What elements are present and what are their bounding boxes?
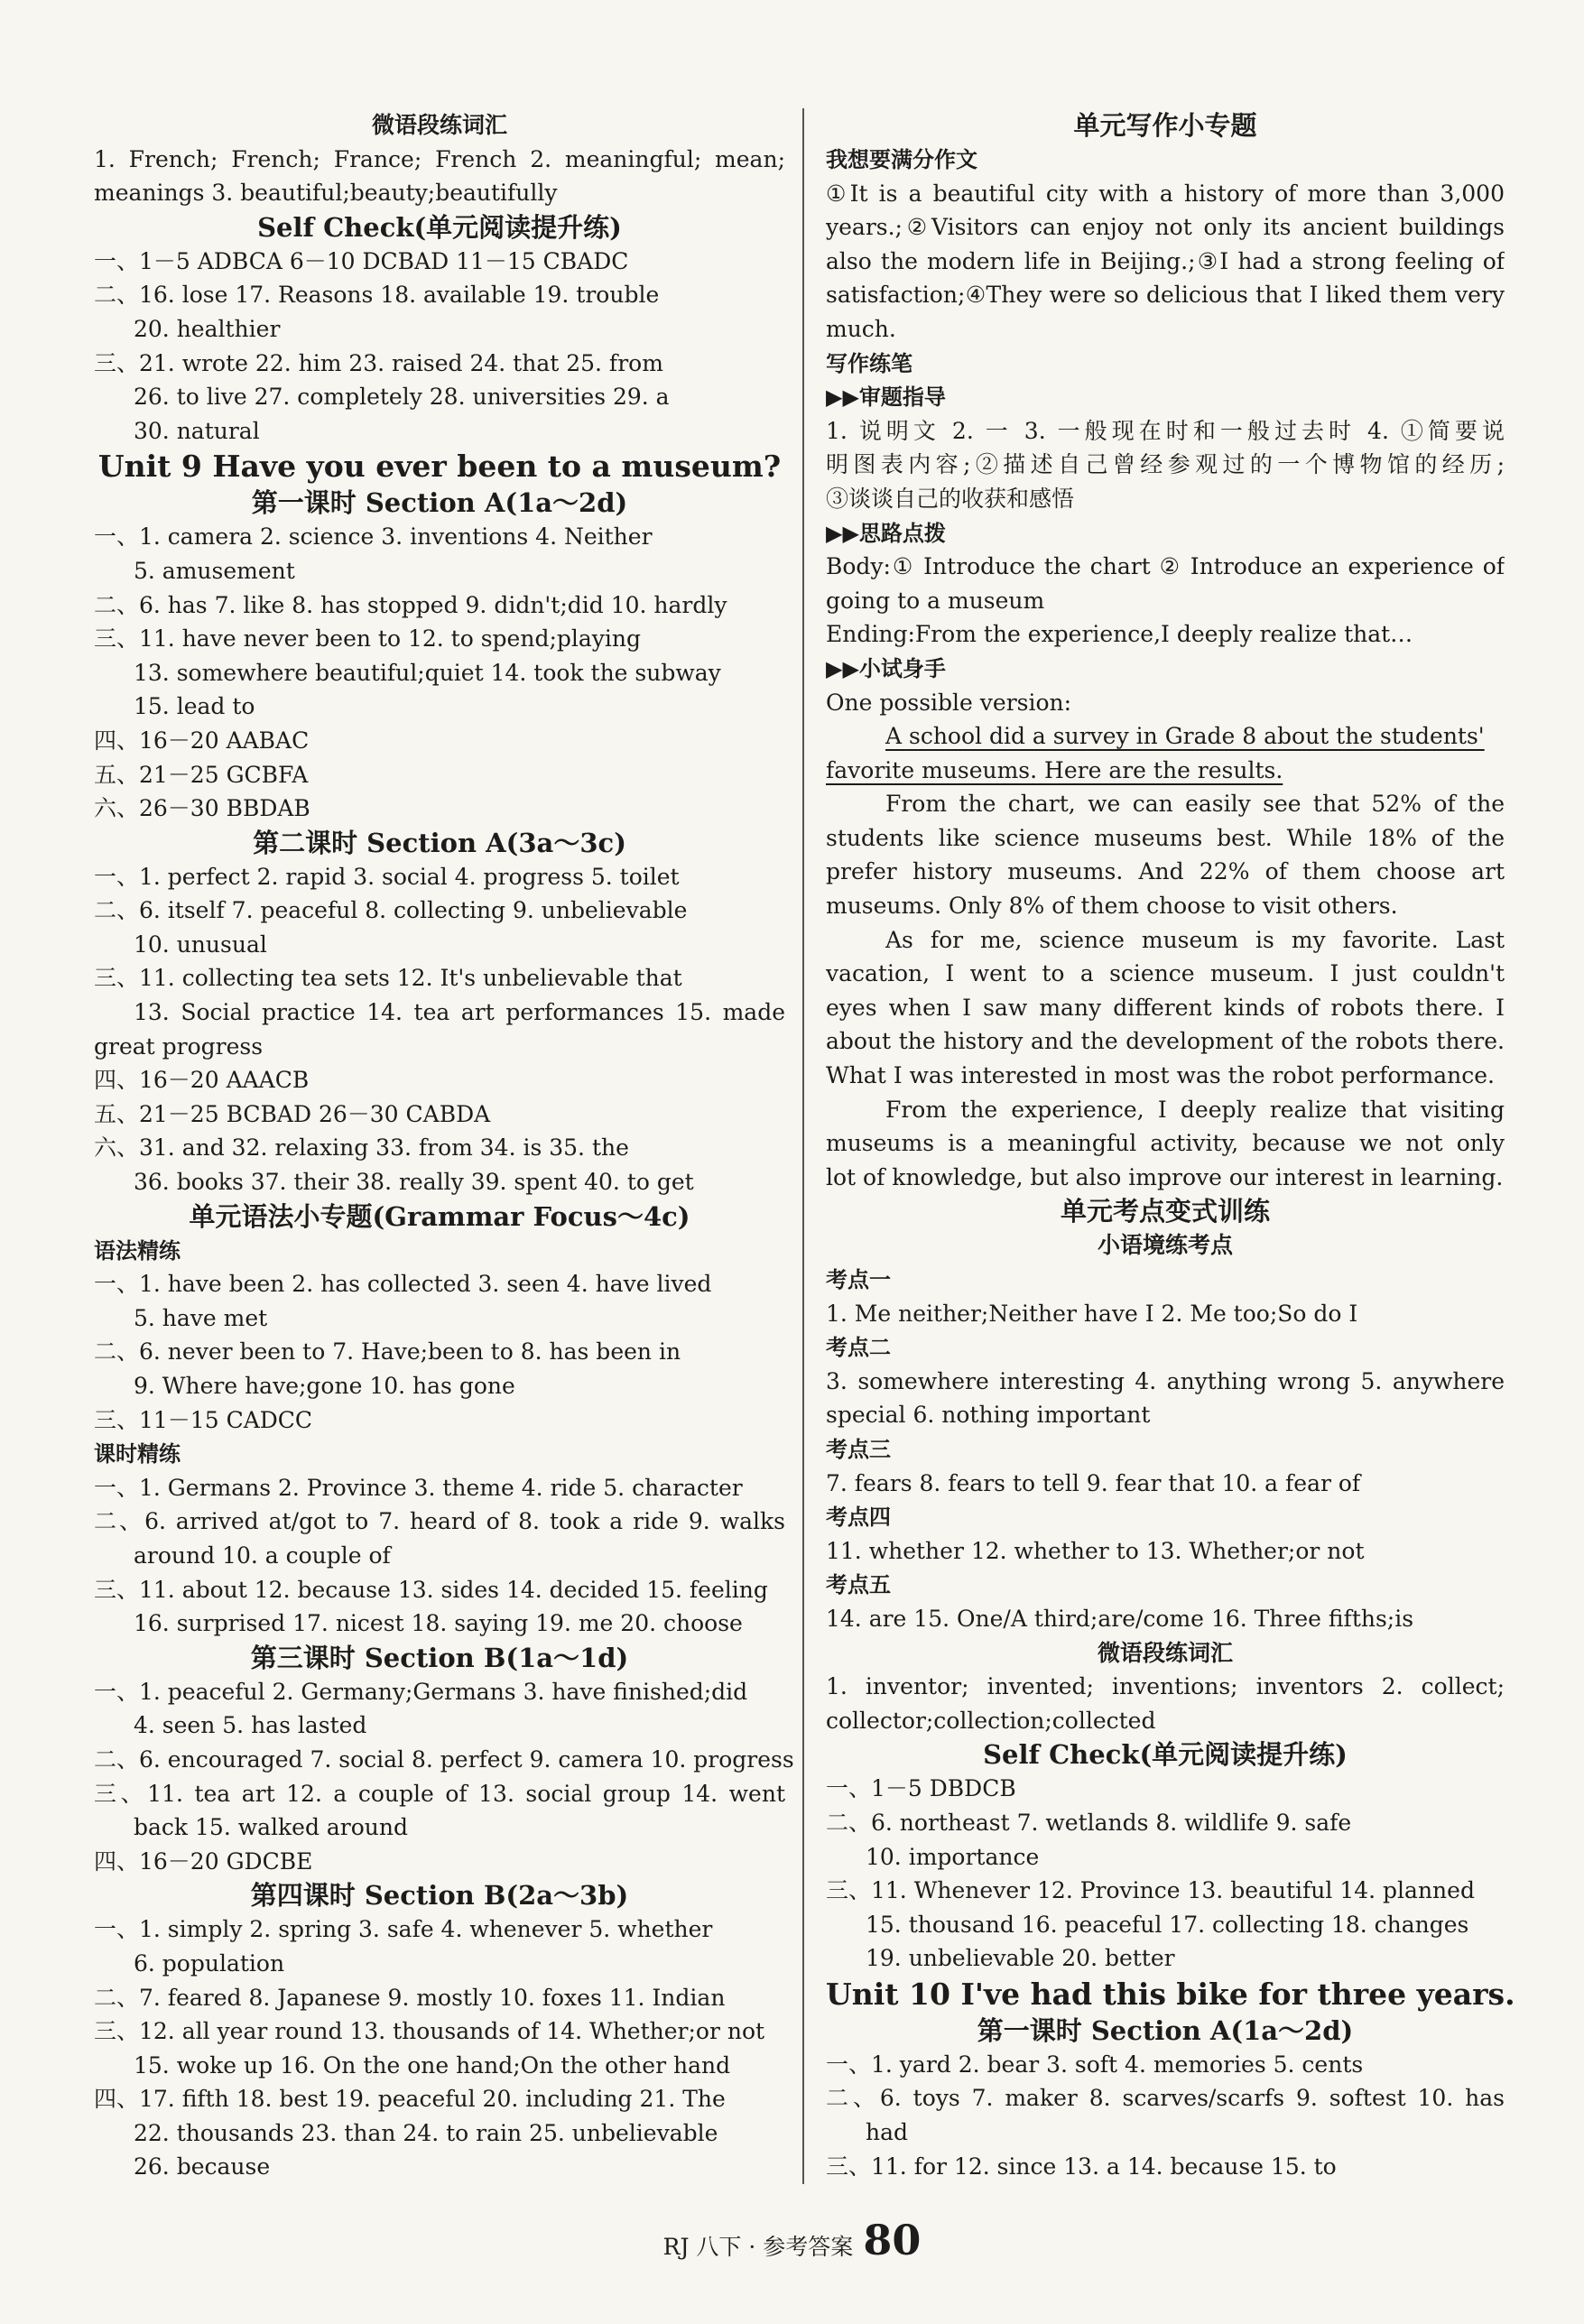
answer-line: 四、16－20 AAACB bbox=[94, 1067, 310, 1094]
answer-line: about the history and the development of the robots there. bbox=[826, 1028, 1505, 1055]
answer-line: From the experience, I deeply realize that visiting bbox=[885, 1096, 1505, 1123]
answer-line: ③谈谈自己的收获和感悟 bbox=[826, 485, 1075, 512]
answer-line: 7. fears 8. fears to tell 9. fear that 10. a fear of bbox=[826, 1469, 1361, 1496]
subsection-label: 写作练笔 bbox=[826, 349, 912, 376]
answer-line: 1. 说明文 2. 一 3. 一般现在时和一般过去时 4. ①简要说 bbox=[826, 417, 1505, 444]
answer-line: 三、11. collecting tea sets 12. It's unbelievable that bbox=[94, 965, 682, 992]
answer-line: One possible version: bbox=[826, 689, 1072, 716]
answer-line: 9. Where have;gone 10. has gone bbox=[134, 1373, 515, 1399]
answer-line: 一、1. peaceful 2. Germany;Germans 3. have finished;did bbox=[94, 1678, 748, 1705]
answer-line: 三、21. wrote 22. him 23. raised 24. that 25. from bbox=[94, 349, 663, 376]
answer-line: 3. somewhere interesting 4. anything wrong 5. anywhere bbox=[826, 1367, 1505, 1394]
answer-line: 13. Social practice 14. tea art performances 15. made bbox=[134, 999, 785, 1026]
subsection-label: 考点一 bbox=[826, 1266, 891, 1292]
answer-line: 一、1－5 ADBCA 6－10 DCBAD 11－15 CBADC bbox=[94, 247, 629, 274]
section-heading: 第一课时 Section A(1a～2d) bbox=[977, 2014, 1354, 2046]
footer-label: RJ 八下 · 参考答案 bbox=[662, 2234, 854, 2260]
answer-line: 三、11. about 12. because 13. sides 14. decided 15. feeling bbox=[94, 1576, 768, 1603]
subsection-label: ▶▶审题指导 bbox=[826, 384, 946, 411]
answer-line: Ending:From the experience,I deeply realize that… bbox=[826, 621, 1413, 648]
answer-line: also the modern life in Beijing.;③I had a strong feeling of bbox=[826, 247, 1505, 274]
answer-line: 二、7. feared 8. Japanese 9. mostly 10. foxes 11. Indian bbox=[94, 1984, 726, 2011]
section-heading: 微语段练词汇 bbox=[371, 112, 507, 138]
answer-line: 15. thousand 16. peaceful 17. collecting 18. changes bbox=[866, 1911, 1469, 1938]
answer-line: 二、16. lose 17. Reasons 18. available 19. trouble bbox=[94, 282, 660, 309]
answer-line: 三、12. all year round 13. thousands of 14. Whether;or not bbox=[94, 2018, 765, 2045]
section-heading: 第四课时 Section B(2a～3b) bbox=[250, 1880, 629, 1912]
answer-line: 二、6. has 7. like 8. has stopped 9. didn't;did 10. hardly bbox=[94, 591, 727, 618]
answer-line: around 10. a couple of bbox=[134, 1542, 391, 1569]
answer-line: going to a museum bbox=[826, 587, 1045, 614]
page-number: 80 bbox=[863, 2216, 922, 2264]
subsection-label: 语法精练 bbox=[94, 1236, 181, 1264]
answer-line: lot of knowledge, but also improve our interest in learning. bbox=[826, 1163, 1504, 1190]
answer-line: What I was interested in most was the robot performance. bbox=[826, 1062, 1496, 1089]
section-heading: 单元语法小专题(Grammar Focus～4c) bbox=[189, 1200, 690, 1232]
answer-line: collector;collection;collected bbox=[826, 1707, 1156, 1734]
answer-line: museums. Only 8% of them choose to visit others. bbox=[826, 893, 1398, 920]
answer-line: eyes when I saw many different kinds of robots there. I bbox=[826, 994, 1505, 1021]
answer-line: 10. importance bbox=[866, 1843, 1040, 1870]
answer-line: 22. thousands 23. than 24. to rain 25. unbelievable bbox=[134, 2119, 718, 2146]
answer-line: meanings 3. beautiful;beauty;beautifully bbox=[94, 180, 558, 207]
answer-line: 26. because bbox=[134, 2153, 271, 2180]
left-column bbox=[94, 108, 794, 2184]
section-heading: 单元写作小专题 bbox=[1073, 110, 1257, 141]
answer-line: vacation, I went to a science museum. I just couldn't bbox=[826, 960, 1505, 987]
answer-line: 三、11－15 CADCC bbox=[94, 1406, 313, 1433]
column-divider bbox=[802, 108, 804, 2184]
answer-line: 14. are 15. One/A third;are/come 16. Three fifths;is bbox=[826, 1605, 1414, 1632]
answer-line: 三、11. Whenever 12. Province 13. beautiful 14. planned bbox=[826, 1877, 1475, 1904]
answer-line: 一、1－5 DBDCB bbox=[826, 1775, 1016, 1802]
answer-line: 一、1. have been 2. has collected 3. seen 4. have lived bbox=[94, 1271, 712, 1298]
section-heading: Self Check(单元阅读提升练) bbox=[257, 211, 622, 243]
answer-line: A school did a survey in Grade 8 about the students' bbox=[885, 723, 1485, 750]
answer-line: 一、1. simply 2. spring 3. safe 4. whenever 5. whether bbox=[94, 1916, 713, 1943]
answer-line: museums is a meaningful activity, because we not only bbox=[826, 1130, 1505, 1157]
answer-line: back 15. walked around bbox=[134, 1814, 409, 1841]
answer-line: 5. amusement bbox=[134, 557, 295, 584]
section-heading: Self Check(单元阅读提升练) bbox=[983, 1739, 1348, 1771]
subsection-label: ▶▶思路点拨 bbox=[826, 519, 946, 546]
answer-line: 20. healthier bbox=[134, 315, 281, 342]
answer-line: 5. have met bbox=[134, 1304, 268, 1331]
subsection-label: 考点四 bbox=[826, 1504, 891, 1531]
answer-line: 三、11. tea art 12. a couple of 13. social group 14. went bbox=[94, 1780, 785, 1807]
answer-line: ①It is a beautiful city with a history of more than 3,000 bbox=[826, 180, 1505, 207]
answer-line: 16. surprised 17. nicest 18. saying 19. me 20. choose bbox=[134, 1610, 743, 1637]
answer-line: 1. Me neither;Neither have I 2. Me too;So do I bbox=[826, 1300, 1358, 1327]
answer-line: 15. lead to bbox=[134, 693, 255, 720]
answer-line: students like science museums best. While 18% of the bbox=[826, 824, 1505, 851]
subsection-label: 我想要满分作文 bbox=[826, 146, 977, 172]
unit-heading: Unit 9 Have you ever been to a museum? bbox=[97, 449, 782, 485]
answer-line: special 6. nothing important bbox=[826, 1402, 1151, 1429]
answer-line: 六、31. and 32. relaxing 33. from 34. is 35. the bbox=[94, 1134, 629, 1162]
answer-line: 6. population bbox=[134, 1949, 285, 1977]
answer-line: 15. woke up 16. On the one hand;On the other hand bbox=[134, 2051, 731, 2079]
subsection-label: 考点二 bbox=[826, 1334, 891, 1361]
unit-heading: Unit 10 I've had this bike for three years. bbox=[826, 1976, 1515, 2012]
answer-line: 一、1. Germans 2. Province 3. theme 4. ride 5. character bbox=[94, 1474, 743, 1501]
answer-line: 30. natural bbox=[134, 417, 260, 444]
answer-line: 六、26－30 BBDAB bbox=[94, 795, 310, 822]
answer-line: 二、6. itself 7. peaceful 8. collecting 9. unbelievable bbox=[94, 897, 688, 924]
section-heading: 微语段练词汇 bbox=[1097, 1639, 1233, 1666]
answer-line: great progress bbox=[94, 1032, 264, 1060]
subsection-label: 考点五 bbox=[826, 1571, 891, 1598]
answer-line: satisfaction;④They were so delicious that I liked them very bbox=[826, 282, 1505, 309]
answer-line: As for me, science museum is my favorite. Last bbox=[885, 926, 1505, 953]
answer-line: 11. whether 12. whether to 13. Whether;or not bbox=[826, 1537, 1365, 1564]
subsection-label: ▶▶小试身手 bbox=[826, 654, 946, 681]
section-heading: 小语境练考点 bbox=[1097, 1232, 1233, 1259]
answer-line: years.;②Visitors can enjoy not only its ancient buildings bbox=[826, 214, 1505, 241]
answer-line: 二、6. arrived at/got to 7. heard of 8. took a ride 9. walks bbox=[94, 1508, 785, 1535]
answer-line: 10. unusual bbox=[134, 931, 267, 958]
answer-line: From the chart, we can easily see that 52% of the bbox=[885, 791, 1505, 818]
answer-line: 36. books 37. their 38. really 39. spent 40. to get bbox=[134, 1169, 694, 1196]
answer-line: 二、6. northeast 7. wetlands 8. wildlife 9. safe bbox=[826, 1809, 1352, 1836]
answer-line: 四、16－20 AABAC bbox=[94, 727, 310, 754]
section-heading: 单元考点变式训练 bbox=[1060, 1196, 1270, 1227]
answer-line: 19. unbelievable 20. better bbox=[866, 1945, 1175, 1972]
answer-line: 二、6. toys 7. maker 8. scarves/scarfs 9. softest 10. has bbox=[826, 2085, 1505, 2112]
answer-line: 1. inventor; invented; inventions; inventors 2. collect; bbox=[826, 1673, 1505, 1700]
answer-line: 四、17. fifth 18. best 19. peaceful 20. including 21. The bbox=[94, 2086, 726, 2113]
subsection-label: 课时精练 bbox=[94, 1440, 181, 1468]
answer-line: 一、1. camera 2. science 3. inventions 4. Neither bbox=[94, 523, 653, 551]
answer-line: 一、1. perfect 2. rapid 3. social 4. progress 5. toilet bbox=[94, 863, 680, 890]
answer-line: 五、21－25 GCBFA bbox=[94, 761, 309, 788]
answer-line: 二、6. encouraged 7. social 8. perfect 9. camera 10. progress bbox=[94, 1745, 794, 1773]
section-heading: 第二课时 Section A(3a～3c) bbox=[253, 827, 626, 858]
answer-line: prefer history museums. And 22% of them choose art bbox=[826, 858, 1505, 885]
right-column bbox=[826, 108, 1515, 2183]
answer-line: had bbox=[866, 2119, 909, 2146]
section-heading: 第三课时 Section B(1a～1d) bbox=[250, 1642, 629, 1673]
answer-line: 三、11. have never been to 12. to spend;playing bbox=[94, 625, 642, 653]
answer-line: 1. French; French; France; French 2. meaningful; mean; bbox=[94, 145, 785, 172]
answer-line: 明图表内容;②描述自己曾经参观过的一个博物馆的经历; bbox=[826, 451, 1505, 478]
answer-line: 四、16－20 GDCBE bbox=[94, 1847, 313, 1875]
answer-line: 26. to live 27. completely 28. universities 29. a bbox=[134, 384, 670, 411]
answer-line: 二、6. never been to 7. Have;been to 8. has been in bbox=[94, 1338, 681, 1366]
answer-line: much. bbox=[826, 315, 896, 342]
answer-line: 一、1. yard 2. bear 3. soft 4. memories 5. cents bbox=[826, 2051, 1364, 2078]
subsection-label: 考点三 bbox=[826, 1435, 891, 1462]
answer-line: 五、21－25 BCBAD 26－30 CABDA bbox=[94, 1100, 491, 1127]
section-heading: 第一课时 Section A(1a～2d) bbox=[251, 487, 628, 519]
answer-line: 13. somewhere beautiful;quiet 14. took the subway bbox=[134, 659, 721, 686]
answer-line: 4. seen 5. has lasted bbox=[134, 1712, 367, 1739]
answer-line: favorite museums. Here are the results. bbox=[826, 756, 1283, 783]
page-footer bbox=[0, 2216, 1584, 2264]
answer-line: Body:① Introduce the chart ② Introduce an experience of bbox=[826, 553, 1505, 580]
answer-line: 三、11. for 12. since 13. a 14. because 15. to bbox=[826, 2153, 1337, 2180]
